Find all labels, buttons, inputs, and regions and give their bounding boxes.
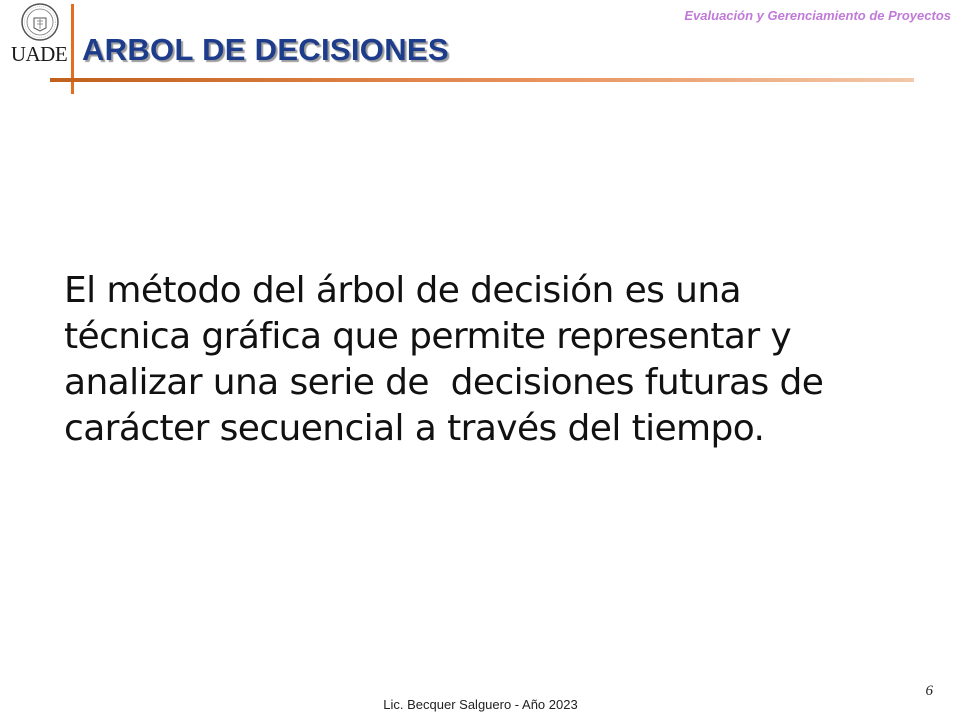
footer-author: Lic. Becquer Salguero - Año 2023 bbox=[383, 697, 578, 712]
university-seal-icon bbox=[20, 2, 60, 42]
body-line-1: El método del árbol de decisión es una bbox=[64, 270, 742, 311]
body-line-2: técnica gráfica que permite representar y bbox=[64, 316, 792, 357]
header-horizontal-rule bbox=[50, 78, 914, 82]
body-line-3: analizar una serie de decisiones futuras de bbox=[64, 362, 824, 403]
uade-logo bbox=[8, 2, 68, 72]
course-title: Evaluación y Gerenciamiento de Proyectos bbox=[684, 8, 951, 23]
slide-title: ARBOL DE DECISIONES bbox=[82, 32, 449, 67]
page-number: 6 bbox=[925, 683, 933, 699]
slide-body-text bbox=[64, 268, 924, 452]
logo-text: UADE bbox=[10, 42, 68, 66]
body-line-4: carácter secuencial a través del tiempo. bbox=[64, 408, 765, 449]
